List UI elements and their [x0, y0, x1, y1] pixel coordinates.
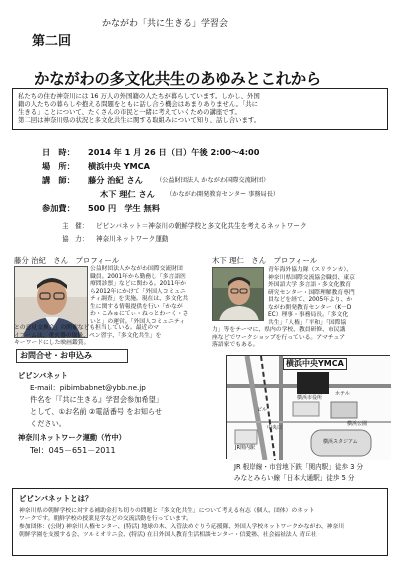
map-label: 中央口 — [267, 425, 283, 431]
map-label: 横浜市役所 — [297, 395, 323, 401]
contact-org2: 神奈川ネットワーク運動（竹中） — [18, 433, 126, 442]
bio-line: 外国語大学 多言語・多文化教育 — [268, 282, 351, 288]
bio-line: キーワードにした映画鑑賞。 — [14, 340, 90, 346]
map-label: 横浜公園 — [347, 421, 368, 427]
bio-line: 座などでワークショップを行っている。アマチュア — [212, 334, 346, 341]
bio-line: 員などを経て、2005年より、か — [268, 297, 353, 303]
access-info-2: みなとみらい線「日本大通駅」徒歩 5 分 — [234, 474, 355, 482]
about-line: ワークです。朝鮮学校の授業見学などの交流活動を行っています。 — [19, 516, 192, 522]
contact-email[interactable]: E-mail：pibimbabnet@ybb.ne.jp — [30, 383, 146, 392]
bio-line: いと」の運営。「外国人コミュニティ — [90, 318, 186, 325]
profile2-bio — [268, 267, 355, 327]
contact-instruction: 件名を「『共に生きる』学習会参加希望」 — [30, 395, 163, 404]
bio-line: ながわ開発教育センター（K－D — [268, 304, 352, 311]
about-box — [12, 488, 388, 556]
map-label: 横浜スタジアム — [323, 439, 358, 445]
speaker2-name: 木下 理仁 さん — [100, 189, 155, 199]
map-venue-label: 横浜中央YMCA — [283, 358, 347, 370]
fee-value: 500 円 学生 無料 — [88, 203, 160, 213]
speaker1-name: 藤分 治紀 さん — [88, 175, 143, 185]
venue-label: 場 所： — [42, 161, 75, 171]
map-label: ビル — [257, 407, 268, 413]
fee-label: 参加費： — [42, 203, 75, 213]
profile2-photo — [212, 267, 264, 321]
access-info-1: JR 根岸線・市営地下鉄「関内駅」徒歩 3 分 — [234, 463, 364, 471]
map-label: JR関内駅 — [235, 445, 255, 451]
intro-box — [12, 88, 388, 130]
intro-line: 籍の人たちの暮らしや抱える問題をともに話し合う機会はあまりありません。「共に — [18, 100, 259, 108]
bio-line: との意見交換会」の開催なども担当している。最近のマ — [14, 325, 159, 331]
date-label: 日 時： — [42, 147, 75, 157]
contact-tel: Tel：045－651－2011 — [30, 446, 116, 455]
speakers-label: 講 師： — [42, 175, 75, 185]
bio-line: 神奈川県国際交流協会職員、東京 — [268, 274, 355, 281]
bio-line: わ・こみゅにてぃ・ねっとわーく・さ — [90, 311, 189, 317]
about-line: 神奈川県の朝鮮学校に対する補助金打ち切りの問題と「多文化共生」について考える有志（個人、団体）のネット — [19, 508, 315, 514]
profile2-title: 木下 理仁 さん プロフィール — [212, 256, 318, 265]
bio-line: 研究センター・国際理解教育専門 — [268, 289, 355, 296]
contact-heading: お問合せ・お申込み — [16, 349, 128, 363]
profile2-bio-cont — [212, 327, 345, 350]
organizer-value: ピビンバネット＝神奈川の朝鮮学校と多文化共生を考えるネットワーク — [96, 222, 307, 230]
bio-line: 療問診票」などに関わる。2011年か — [90, 281, 186, 287]
intro-line: 生きる」ことについて、たくさんの市民と一緒に考えていくための講座です。 — [18, 108, 241, 116]
intro-line: 第二回は神奈川県の状況と多文化共生に関する取組みについて知り、話し合います。 — [18, 116, 261, 124]
about-line: 参加団体：(公財) 神奈川人権センター、(特活) 地球の木、入管法めぐりう応援隊、外国人学校ネットワークかながわ、神奈川 — [19, 524, 345, 530]
map-label: ホテル — [335, 391, 350, 397]
intro-line: 私たちの住む神奈川には 16 万人の外国籍の人たちが暮らしています。しかし、外国 — [18, 92, 260, 100]
contact-org1: ピビンバネット — [18, 371, 68, 380]
bio-line: 公益財団法人かながわ国際交流財団 — [90, 266, 183, 272]
bio-line: 落語家でもある。 — [212, 342, 259, 348]
series-name: かながわ「共に生きる」学習会 — [102, 19, 229, 29]
person-photo-icon — [213, 268, 264, 321]
profile1-title: 藤分 治紀 さん プロフィール — [14, 256, 120, 265]
contact-instruction: ください。 — [30, 419, 66, 428]
profile1-bio — [90, 266, 188, 326]
bio-line: 力」等をテーマに、県内の学校、教員研修、市民講 — [212, 327, 346, 333]
access-map — [226, 355, 390, 459]
date-value: 2014 年 1 月 26 日（日）午後 2:00〜4:00 — [88, 147, 260, 157]
bio-line: EC）理事・事務局長。「多文化 — [268, 312, 349, 318]
bio-line: ら2012年にかけて「外国人コミュニ — [90, 288, 186, 295]
bio-line: 生に関する情報提供を行い「かなが — [90, 303, 183, 310]
cooperation-value: 神奈川ネットワーク運動 — [96, 235, 169, 243]
profile1-bio-cont — [14, 325, 161, 348]
about-title: ピビンバネットとは？ — [19, 494, 93, 503]
cooperation-label: 協 力： — [62, 235, 89, 243]
organizer-label: 主 催： — [62, 222, 89, 230]
bio-line: イブームは、重火器の取扱、ペン習字、「多文化共生」を — [14, 332, 162, 339]
venue-value: 横浜中央 YMCA — [88, 161, 151, 171]
page-title: かながわの多文化共生のあゆみとこれから — [34, 70, 321, 88]
edition-label: 第二回 — [32, 34, 72, 49]
bio-line: 共生」「人権」「平和」「国際協 — [268, 319, 347, 326]
speaker2-org: （かながわ開発教育センター 事務局長） — [166, 191, 280, 198]
bio-line: 職員。2001年から勤務し「多言語医 — [90, 273, 186, 280]
bio-line: ティ調査」を実施。現在は、多文化共 — [90, 296, 189, 302]
bio-line: 青年海外協力隊（スリランカ）、 — [268, 267, 353, 273]
speaker1-org: （公益財団法人 かながわ国際交流財団） — [156, 177, 270, 184]
contact-instruction: として、①お名前 ②電話番号 をお知らせ — [30, 407, 163, 416]
about-line: 朝鮮学園を支援する会、ツルミオリニ会、(特活) 在日外国人教育生活相談センター・信愛塾、社会福祉法人 青丘社 — [19, 532, 317, 538]
